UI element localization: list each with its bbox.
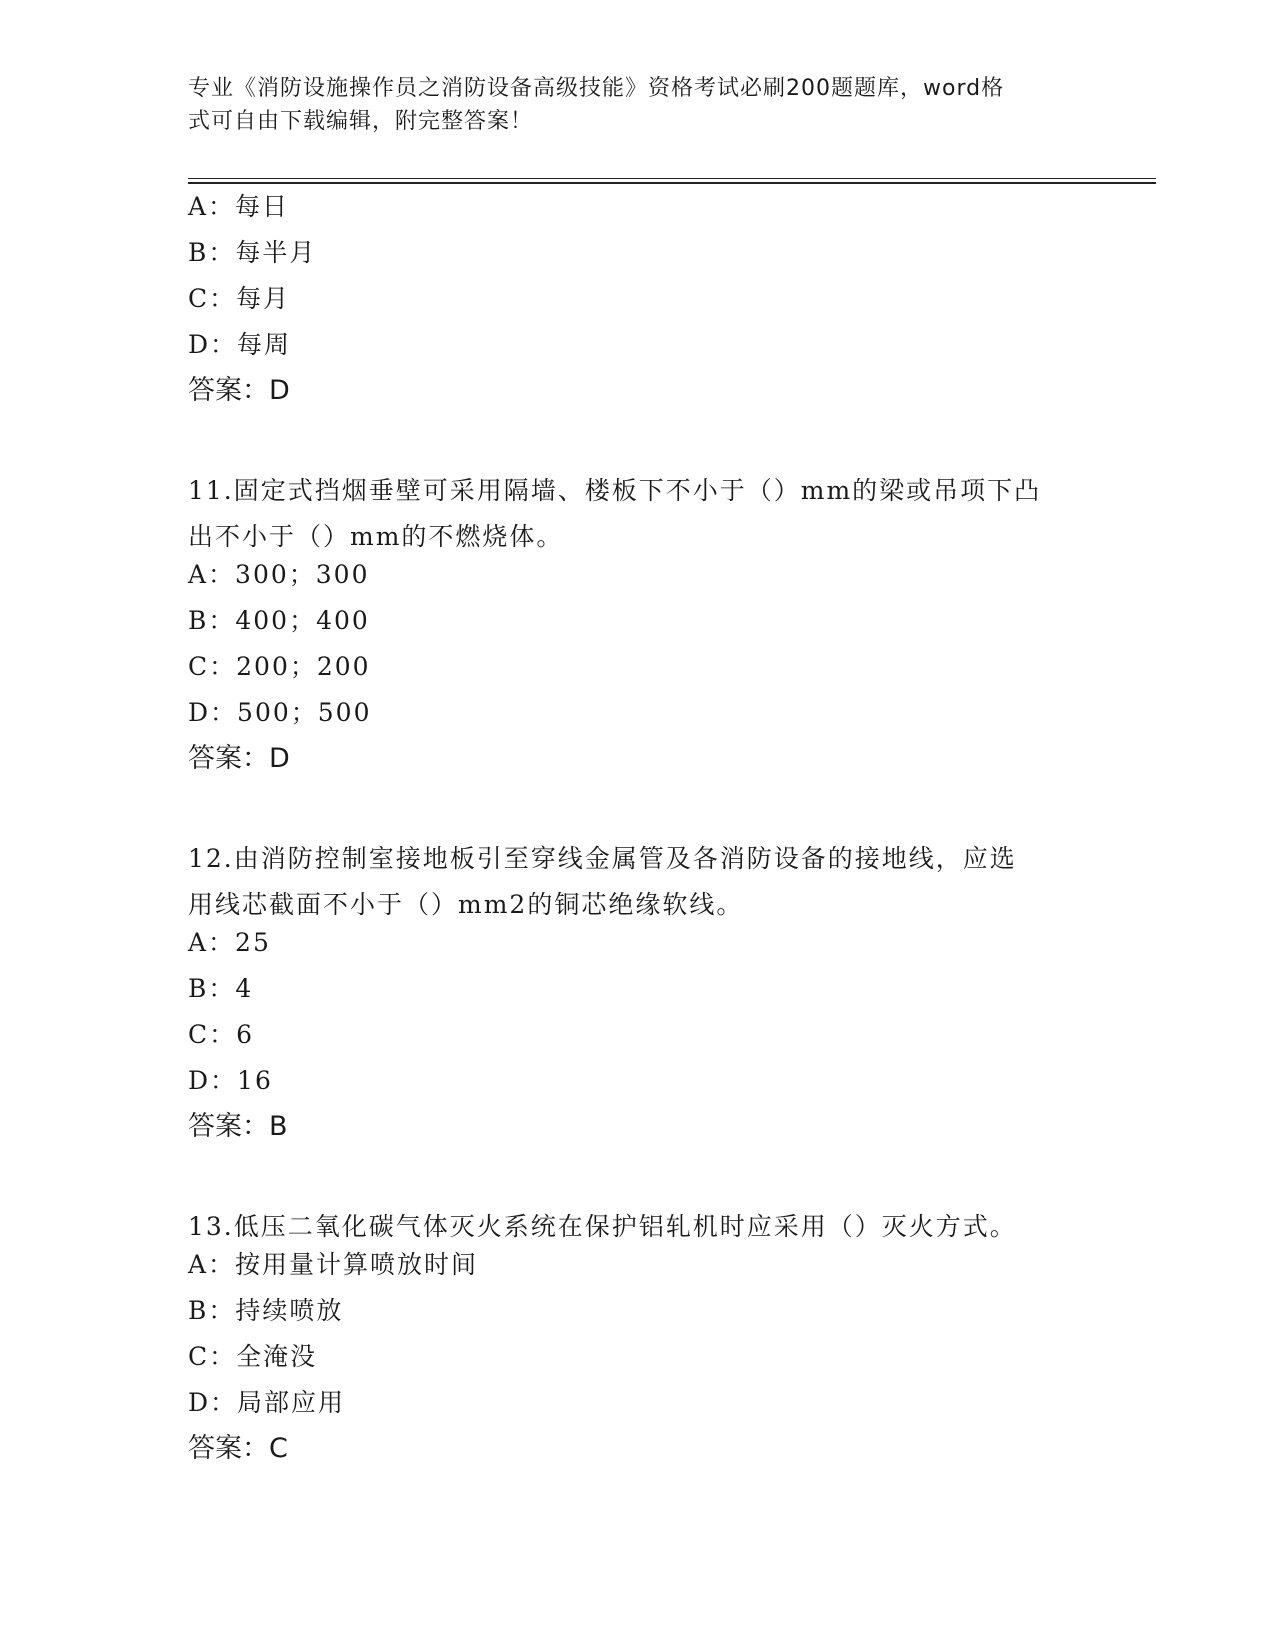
option-c: C：200；200	[188, 652, 371, 681]
header-divider-thick	[188, 182, 1156, 184]
header-line-2: 式可自由下载编辑，附完整答案！	[188, 109, 534, 134]
option-d: D：每周	[188, 330, 292, 359]
option-c: C：全淹没	[188, 1342, 318, 1371]
document-header	[188, 72, 1068, 138]
option-a: A：每日	[188, 192, 290, 221]
spacer	[188, 790, 1088, 836]
option-c: C：每月	[188, 284, 291, 313]
question-stem-line: 11.固定式挡烟垂壁可采用隔墙、楼板下不小于（）mm的梁或吊项下凸	[188, 476, 1042, 505]
answer: 答案：B	[188, 1111, 288, 1142]
option-d: D：局部应用	[188, 1388, 346, 1417]
answer: 答案：C	[188, 1433, 288, 1464]
question-stem-line: 12.由消防控制室接地板引至穿线金属管及各消防设备的接地线，应选	[188, 844, 1017, 873]
header-line-1: 专业《消防设施操作员之消防设备高级技能》资格考试必刷200题题库，word格	[188, 76, 1005, 101]
answer: 答案：D	[188, 743, 290, 774]
option-b: B：持续喷放	[188, 1296, 344, 1325]
option-a: A：300；300	[188, 560, 370, 589]
question-11	[188, 468, 1088, 790]
option-b: B：每半月	[188, 238, 317, 267]
header-divider-thin	[188, 178, 1156, 179]
question-stem-line: 13.低压二氧化碳气体灭火系统在保护铝轧机时应采用（）灭火方式。	[188, 1212, 1017, 1241]
question-stem-line: 用线芯截面不小于（）mm2的铜芯绝缘软线。	[188, 890, 744, 919]
question-10-tail	[188, 192, 1088, 422]
option-a: A：按用量计算喷放时间	[188, 1250, 479, 1279]
option-b: B：4	[188, 974, 254, 1003]
question-12	[188, 836, 1088, 1158]
spacer	[188, 1158, 1088, 1204]
option-d: D：500；500	[188, 698, 372, 727]
question-stem	[188, 836, 1088, 928]
question-stem	[188, 468, 1088, 560]
option-c: C：6	[188, 1020, 255, 1049]
question-list	[188, 192, 1088, 1480]
answer: 答案：D	[188, 375, 290, 406]
question-stem-line: 出不小于（）mm的不燃烧体。	[188, 522, 564, 551]
question-stem	[188, 1204, 1088, 1250]
option-b: B：400；400	[188, 606, 370, 635]
option-d: D：16	[188, 1066, 273, 1095]
question-13	[188, 1204, 1088, 1480]
spacer	[188, 422, 1088, 468]
option-a: A：25	[188, 928, 271, 957]
